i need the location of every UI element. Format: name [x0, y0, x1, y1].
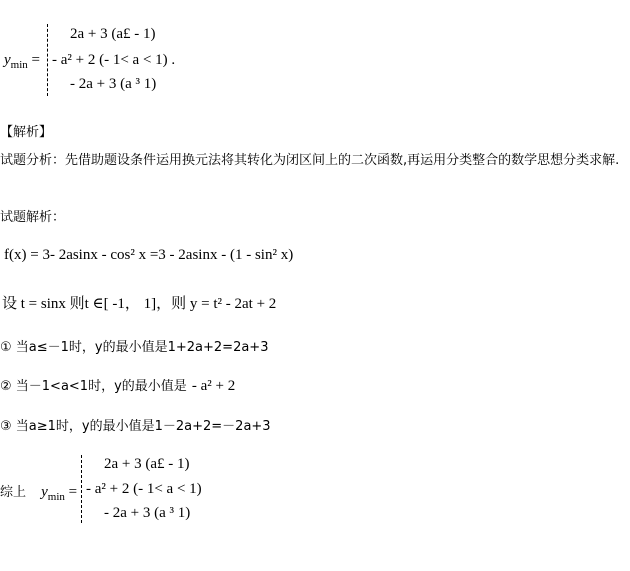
top-brace [47, 24, 48, 96]
top-row-3: - 2a + 3 (a ³ 1) [70, 76, 157, 92]
substitution-line: 设 t = sinx 则t ∈[ -1， 1]，则 y = t² - 2at + 2 [2, 296, 277, 312]
analysis-text: 试题分析：先借助题设条件运用换元法将其转化为闭区间上的二次函数,再运用分类整合的数学思想分类求解. [0, 153, 620, 168]
conclusion-row-3: - 2a + 3 (a ³ 1) [104, 505, 191, 521]
function-line: f(x) = 3- 2asinx - cos² x =3 - 2asinx - (1 - sin² x) [4, 247, 294, 263]
solution-label: 试题解析： [0, 210, 66, 225]
conclusion-row-2: - a² + 2 (- 1< a < 1) [86, 481, 202, 497]
case-2: ② 当－1<a<1时，y的最小值是 - a² + 2 [0, 378, 236, 394]
conclusion-brace [81, 455, 82, 523]
top-row-1: 2a + 3 (a£ - 1) [70, 26, 156, 42]
top-lhs: $y_{min}$ = [4, 52, 41, 71]
conclusion-lhs: 综上 $y_{min}$ = [0, 484, 78, 503]
case-3: ③ 当a≥1时，y的最小值是1－2a+2=－2a+3 [0, 419, 271, 434]
top-row-2: - a² + 2 (- 1< a < 1) . [52, 52, 176, 68]
case-1: ① 当a≤－1时，y的最小值是1+2a+2=2a+3 [0, 340, 269, 355]
section-header: 【解析】 [0, 125, 53, 140]
conclusion-row-1: 2a + 3 (a£ - 1) [104, 456, 190, 472]
